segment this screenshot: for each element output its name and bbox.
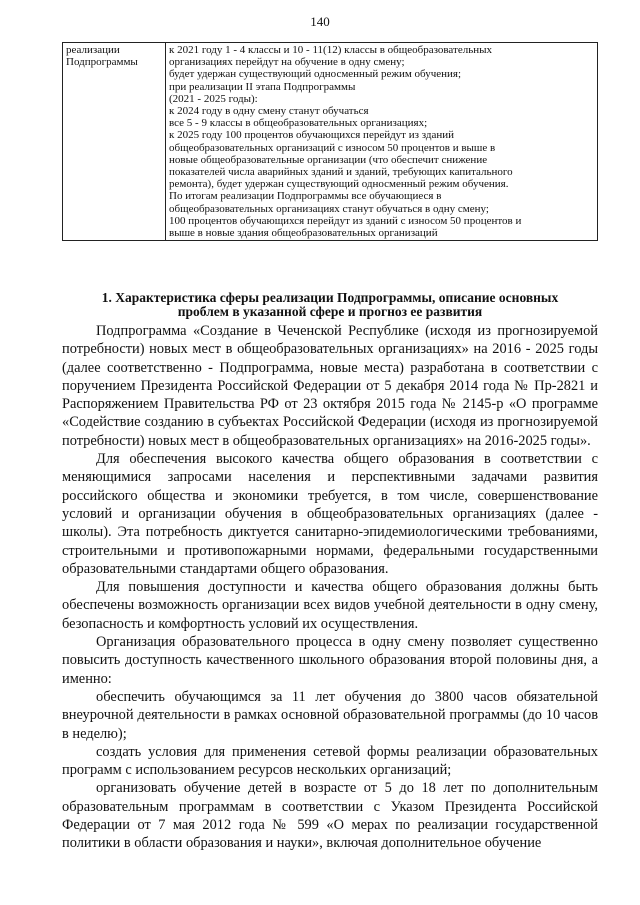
table-content-line: 100 процентов обучающихся перейдут из зданий с износом 50 процентов и <box>169 214 522 227</box>
paragraph: организовать обучение детей в возрасте от 5 до 18 лет по дополнительным образовательным программам в соответствии с Указом Президента Российской Федерации от 7 мая 2012 года № 599 «О мерах по реализации государственной политики в области образования и науки», включая дополнительное обучение <box>62 780 598 852</box>
program-info-table <box>62 42 598 241</box>
table-label-cell <box>63 43 166 241</box>
section-title <box>62 291 598 319</box>
body-text <box>62 322 598 853</box>
table-content-line: ремонта), будет удержан существующий односменный режим обучения. <box>169 178 509 191</box>
table-content-line: (2021 - 2025 годы): <box>169 92 258 105</box>
paragraph: создать условия для применения сетевой формы реализации образовательных программ с использованием ресурсов нескольких организаций; <box>62 743 598 779</box>
paragraph: Для обеспечения высокого качества общего образования в соответствии с меняющимися запросами населения и перспективными задачами развития российского общества и экономики требуется, в том числе, совершенствование условий и организации обучения в общеобразовательных организациях (далее - школы). Эта потребность диктуется санитарно-эпидемиологическими требованиями, строительными и противопожарными нормами, федеральными государственными образовательными стандартами общего образования. <box>62 451 598 577</box>
table-content-line: к 2021 году 1 - 4 классы и 10 - 11(12) классы в общеобразовательных <box>169 44 493 56</box>
table-content-line: при реализации II этапа Подпрограммы <box>169 80 356 93</box>
table-content-line: выше в новые здания общеобразовательных организаций <box>169 227 438 240</box>
table-content-line: все 5 - 9 классы в общеобразовательных организациях; <box>169 117 428 130</box>
table-content-line: общеобразовательных организациях станут обучаться в одну смену; <box>169 202 489 215</box>
table-content-line: к 2024 году в одну смену станут обучаться <box>169 105 369 118</box>
table-content-line: будет удержан существующий односменный режим обучения; <box>169 68 462 81</box>
paragraph: обеспечить обучающимся за 11 лет обучения до 3800 часов обязательной внеурочной деятельности в рамках основной образовательной программы (до 10 часов в неделю); <box>62 688 598 742</box>
table-content-cell <box>166 43 598 241</box>
table-content-line: По итогам реализации Подпрограммы все обучающиеся в <box>169 190 442 203</box>
table-row <box>63 43 598 241</box>
paragraph: Организация образовательного процесса в одну смену позволяет существенно повысить доступность качественного школьного образования второй половины дня, а именно: <box>62 634 598 687</box>
paragraph: Для повышения доступности и качества общего образования должны быть обеспечены возможность организации всех видов учебной деятельности в одну смену, безопасность и комфортность условий их осуществления. <box>62 579 598 632</box>
table-content-line: общеобразовательных организаций с износом 50 процентов и выше в <box>169 141 496 154</box>
table-content-line: организациях перейдут на обучение в одну смену; <box>169 56 405 69</box>
section-title-line: 1. Характеристика сферы реализации Подпрограммы, описание основных <box>101 290 559 305</box>
table-content-line: к 2025 году 100 процентов обучающихся перейдут из зданий <box>169 129 455 142</box>
table-content-line: новые общеобразовательные организации (что обеспечит снижение <box>169 153 488 166</box>
table-label-line: Подпрограммы <box>66 56 138 69</box>
table-label-line: реализации <box>66 44 120 56</box>
paragraph: Подпрограмма «Создание в Чеченской Республике (исходя из прогнозируемой потребности) новых мест в общеобразовательных организациях» на 2016 - 2025 годы (далее соответственно - Подпрограмма, новые места) разработана в соответствии с поручением Президента Российской Федерации от 5 декабря 2014 года № Пр-2821 и Распоряжением Правительства РФ от 23 октября 2015 года № 2145-р «О программе «Содействие созданию в субъектах Российской Федерации (исходя из прогнозируемой потребности) новых мест в общеобразовательных организациях» на 2016-2025 годы». <box>62 323 598 449</box>
table-content-line: показателей числа аварийных зданий и зданий, требующих капитального <box>169 166 513 179</box>
page-number: 140 <box>310 14 330 29</box>
section-title-line: проблем в указанной сфере и прогноз ее развития <box>177 304 483 319</box>
